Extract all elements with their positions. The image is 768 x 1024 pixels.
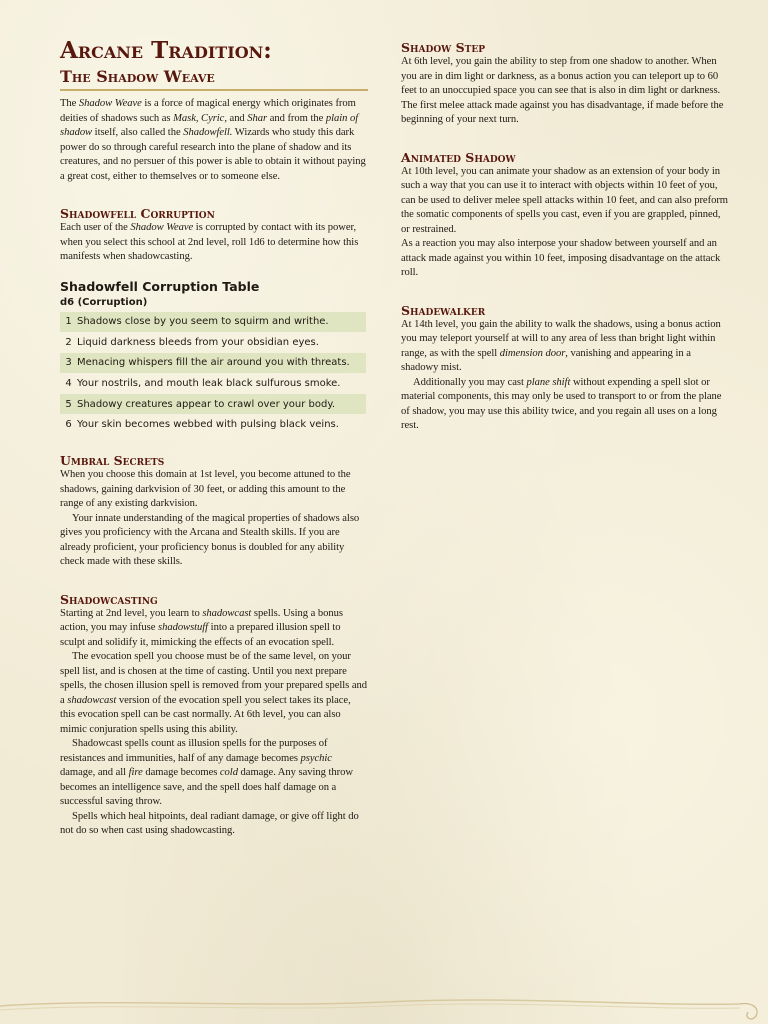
shadewalker-paragraph-1: At 14th level, you gain the ability to walk the shadows, using a bonus action you may teleport yourself at will to any area of less than bright light within range, as with the spell dimension door, vanishing and appearing in a shadowy mist. [401, 318, 721, 373]
page-title: Arcane Tradition: [60, 37, 272, 64]
corruption-heading: Shadowfell Corruption [60, 206, 215, 221]
corruption-table [60, 312, 368, 436]
table-row-text: Liquid darkness bleeds from your obsidian eyes. [77, 336, 319, 348]
umbral-heading: Umbral Secrets [60, 453, 165, 469]
table-row [60, 312, 366, 333]
animated-shadow-paragraph-1: At 10th level, you can animate your shadow as an extension of your body in such a way that you can use it to interact with objects within 10 feet of you, can be used to deliver melee spell attacks within 10 feet, and can also preform the somatic components of spells you cast, even if you are grappled, pinned, or restrained. [401, 165, 728, 235]
table-row [60, 414, 366, 435]
table-row-number: 2 [65, 336, 72, 348]
table-row [60, 394, 366, 415]
shadowcasting-paragraph-4: Spells which heal hitpoints, deal radiant damage, or give off light do not do so when cast using shadowcasting. [60, 810, 359, 837]
table-row-text: Menacing whispers fill the air around you with threats. [77, 357, 350, 369]
table-row-number: 6 [65, 419, 72, 431]
shadow-step-paragraph: At 6th level, you gain the ability to step from one shadow to another. When you are in dim light or darkness, as a bonus action you can teleport up to 60 feet to an unoccupied space you can see that is also in dim light or darkness. The first melee attack made against you has disadvantage, if made before the beginning of your next turn. [401, 56, 724, 125]
table-row-number: 3 [65, 357, 72, 369]
shadowcasting-paragraph-3: Shadowcast spells count as illusion spells for the purposes of resistances and immunities, half of any damage becomes psychic damage, and all fire damage becomes cold damage. Any saving throw becomes an intelligence save, and the spell does half damage on a successful saving throw. [60, 738, 353, 808]
shadowcasting-paragraph-1: Starting at 2nd level, you learn to shadowcast spells. Using a bonus action, you may infuse shadowstuff into a prepared illusion spell to sculpt and solidify it, mimicking the effects of an evocation spell. [60, 607, 343, 648]
shadow-step-heading: Shadow Step [401, 40, 485, 55]
left-column [60, 38, 368, 839]
table-title: Shadowfell Corruption Table [60, 278, 260, 294]
table-row-text: Your skin becomes webbed with pulsing black veins. [77, 419, 339, 431]
umbral-paragraph-2: Your innate understanding of the magical properties of shadows also gives you proficiency with the Arcana and Stealth skills. If you are already proficient, your proficiency bonus is doubled for any ability check made with these skills. [60, 512, 360, 568]
corruption-paragraph: Each user of the Shadow Weave is corrupted by contact with its power, when you select this school at 2nd level, roll 1d6 to determine how this manifests when shadowcasting. [60, 222, 359, 262]
table-row [60, 332, 366, 353]
animated-shadow-heading: Animated Shadow [401, 149, 516, 165]
shadowcasting-heading: Shadowcasting [60, 591, 158, 607]
table-row-text: Shadows close by you seem to squirm and writhe. [77, 316, 329, 328]
table-row-number: 1 [65, 316, 72, 328]
table-row-number: 5 [65, 398, 72, 410]
table-row-number: 4 [65, 378, 72, 390]
animated-shadow-paragraph-2: As a reaction you may also interpose your shadow between yourself and an attack made against you within 10 feet, imposing disadvantage on the attack roll. [401, 238, 721, 278]
page-footer-ornament [0, 994, 768, 1024]
table-row-text: Shadowy creatures appear to crawl over your body. [77, 398, 336, 410]
table-header: d6 (Corruption) [60, 296, 148, 308]
right-column [401, 38, 729, 434]
table-row [60, 353, 366, 374]
shadewalker-paragraph-2: Additionally you may cast plane shift without expending a spell slot or material components, this may only be used to transport to or from the plane of shadow, you may use this ability twice, and you regain all uses on a long rest. [401, 376, 722, 431]
shadewalker-heading: Shadewalker [401, 302, 486, 318]
table-row [60, 373, 366, 394]
umbral-paragraph-1: When you choose this domain at 1st level, you become attuned to the shadows, gaining darkvision of 30 feet, or adding this amount to the range of any existing darkvision. [60, 469, 351, 510]
table-row-text: Your nostrils, and mouth leak black sulfurous smoke. [77, 378, 341, 390]
intro-paragraph: The Shadow Weave is a force of magical energy which originates from deities of shadows such as Mask, Cyric, and Shar and from the plain of shadow itself, also called the Shadowfell. Wizards who study this dark power do so through careful research into the plane of shadow and its creatures, and no persuer of this power is able to obtain it without paying a great cost, either to themselves or to someone else. [60, 98, 366, 182]
page-subtitle: The Shadow Weave [60, 67, 368, 91]
shadowcasting-paragraph-2: The evocation spell you choose must be of the same level, on your spell list, and is chosen at the time of casting. Until you next prepare spells, the chosen illusion spell is removed from your prepared spells and a shadowcast version of the evocation spell you select takes its place, this evocation spell can be cast normally. At 6th level, you can also mimic conjuration spells using this ability. [60, 651, 367, 735]
